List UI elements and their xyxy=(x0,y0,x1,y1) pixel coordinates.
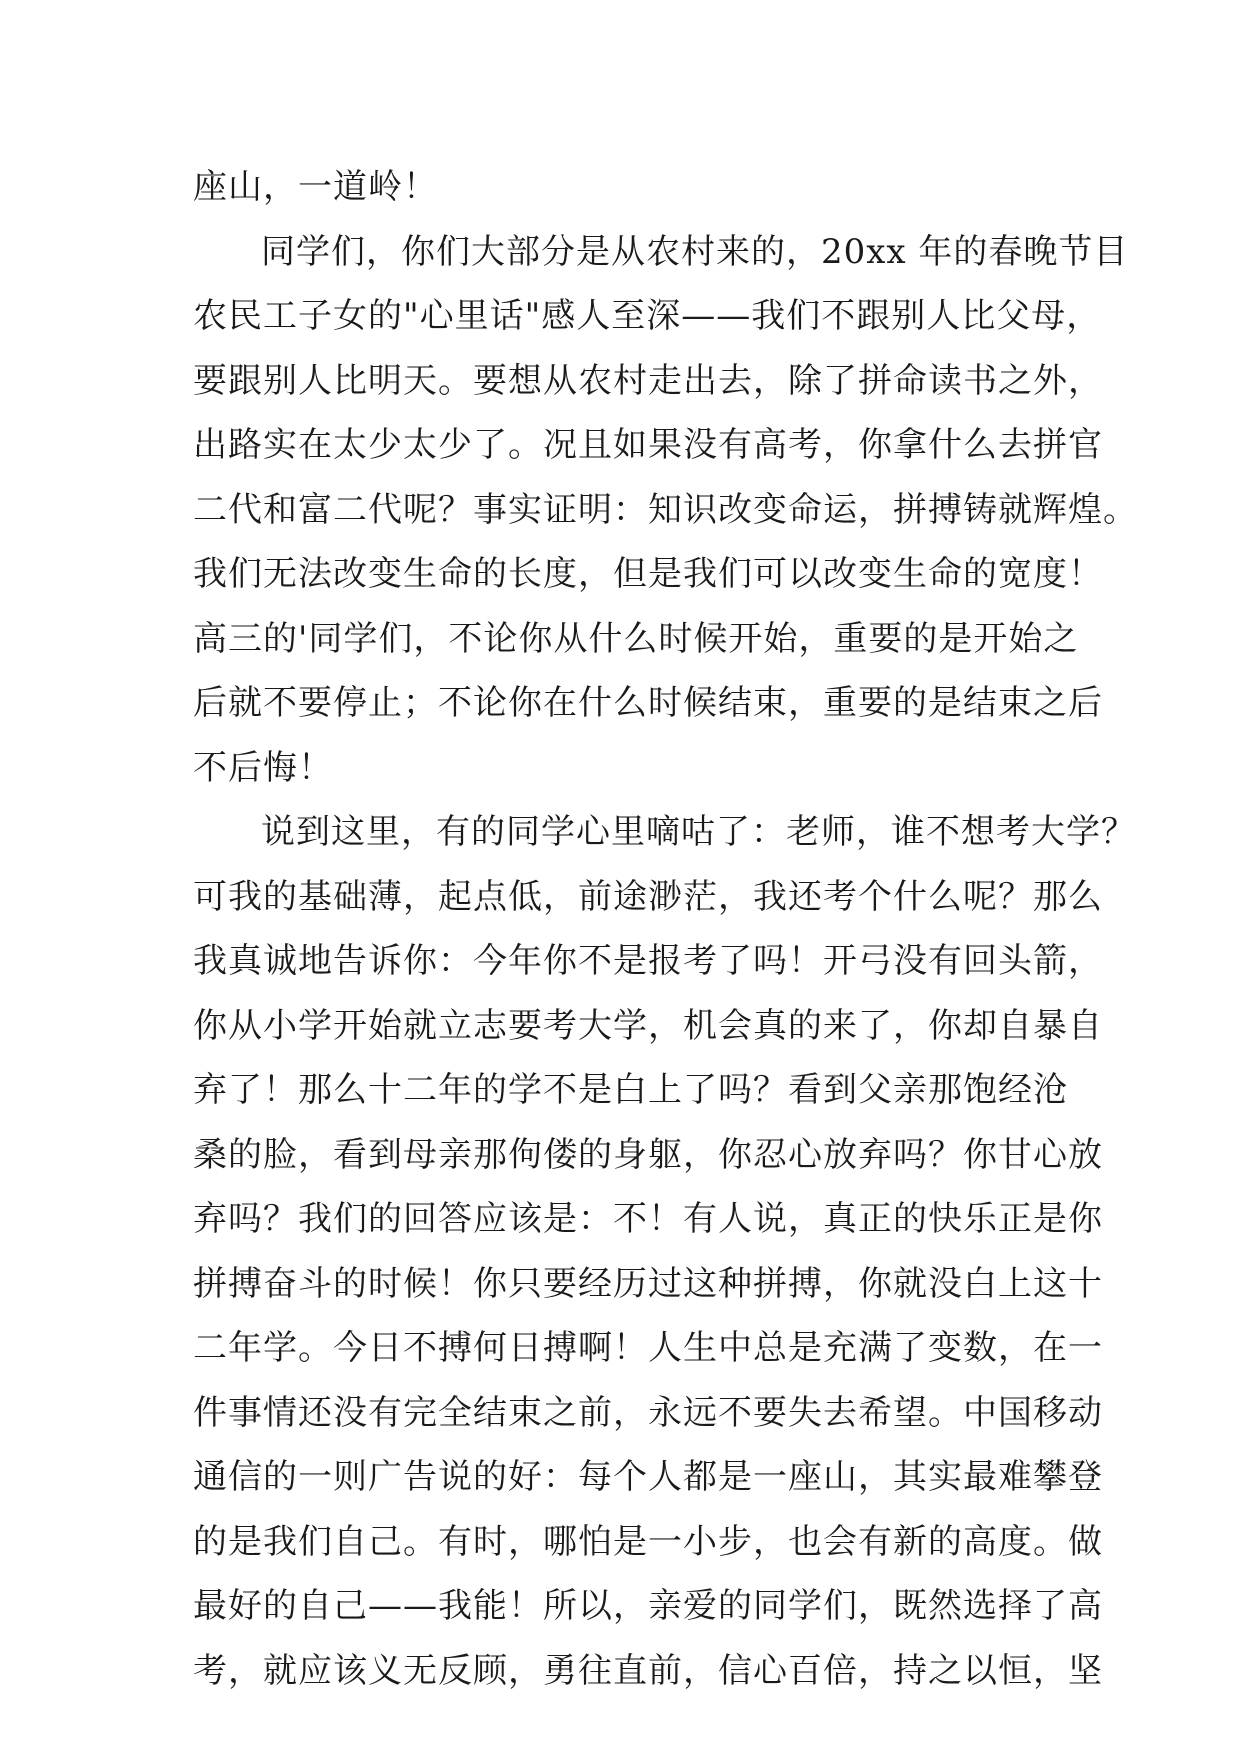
paragraph-start-line: 同学们，你们大部分是从农村来的，20xx 年的春晚节目 xyxy=(261,231,1129,272)
text-line: 桑的脸，看到母亲那佝偻的身躯，你忍心放弃吗？你甘心放 xyxy=(193,1134,1103,1175)
paragraph-start-line: 说到这里，有的同学心里嘀咕了：老师，谁不想考大学？ xyxy=(261,812,1136,852)
text-line: 弃吗？我们的回答应该是：不！有人说，真正的快乐正是你 xyxy=(193,1199,1103,1239)
text-line: 你从小学开始就立志要考大学，机会真的来了，你却自暴自 xyxy=(193,1005,1103,1046)
text-line: 二代和富二代呢？事实证明：知识改变命运，拼搏铸就辉煌。 xyxy=(193,489,1138,530)
body-text xyxy=(193,155,1138,1703)
text-line: 后就不要停止；不论你在什么时候结束，重要的是结束之后 xyxy=(193,683,1103,723)
text-line: 座山，一道岭！ xyxy=(193,167,438,207)
text-line: 二年学。今日不搏何日搏啊！人生中总是充满了变数，在一 xyxy=(193,1328,1103,1368)
text-line: 最好的自己——我能！所以，亲爱的同学们，既然选择了高 xyxy=(193,1586,1103,1626)
text-line: 件事情还没有完全结束之前，永远不要失去希望。中国移动 xyxy=(193,1392,1103,1433)
text-line: 通信的一则广告说的好：每个人都是一座山，其实最难攀登 xyxy=(193,1457,1103,1497)
text-line: 的是我们自己。有时，哪怕是一小步，也会有新的高度。做 xyxy=(193,1521,1103,1562)
text-line: 我真诚地告诉你：今年你不是报考了吗！开弓没有回头箭， xyxy=(193,941,1103,981)
text-line: 不后悔！ xyxy=(193,747,333,788)
text-line: 考，就应该义无反顾，勇往直前，信心百倍，持之以恒，坚 xyxy=(193,1650,1103,1691)
text-line: 农民工子女的"心里话"感人至深——我们不跟别人比父母， xyxy=(193,296,1102,336)
text-line: 要跟别人比明天。要想从农村走出去，除了拼命读书之外， xyxy=(193,360,1103,401)
text-line: 出路实在太少太少了。况且如果没有高考，你拿什么去拼官 xyxy=(193,425,1103,465)
text-line: 高三的'同学们，不论你从什么时候开始，重要的是开始之 xyxy=(193,618,1079,659)
text-line: 弃了！那么十二年的学不是白上了吗？看到父亲那饱经沧 xyxy=(193,1070,1068,1110)
text-line: 我们无法改变生命的长度，但是我们可以改变生命的宽度！ xyxy=(193,554,1103,594)
text-line: 拼搏奋斗的时候！你只要经历过这种拼搏，你就没白上这十 xyxy=(193,1263,1103,1304)
text-line: 可我的基础薄，起点低，前途渺茫，我还考个什么呢？那么 xyxy=(193,876,1103,917)
